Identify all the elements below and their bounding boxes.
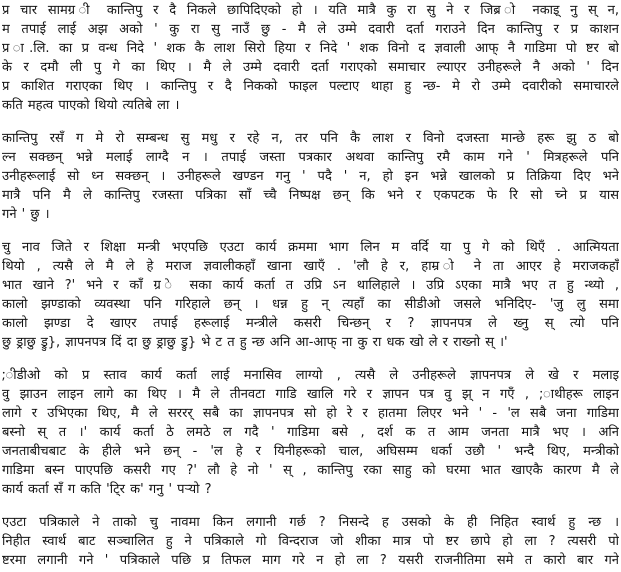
text-line: कान्तिपु रसँ ग मे रो सम्बन्ध सु मधु र रहे न, तर पनि कै लाश र विनो दजस्ता मान्छे हरू झु ठ बो — [2, 131, 619, 146]
text-line: छु ड्राछु ड्रु}, ज्ञापनपत्र दिं दा छु ड्राछु ड्रु} भे ट त हु न्छ अनि आ-आफ् ना कु रा धक खो ले र राख्नो स् ।' — [2, 335, 508, 350]
text-line: मात्रै पनि मै ले कान्तिपु रजस्ता पत्रिका साँ च्चै निष्पक्ष छन् कि भने र एकपटक फे रि सो च्ने प्र यास — [2, 188, 619, 203]
paragraph — [2, 366, 619, 499]
text-line: कालो झण्डा दे खाएर तपाई हरूलाई मन्त्रीले कसरी चिन्छन् र ? ज्ञापनपत्र ले ख्नु स् त्यो पनि — [2, 316, 619, 331]
paragraph — [2, 238, 619, 352]
text-line: भात खाने ?' भने र काँ ग्र े सका कार्य कर्ता त उप्रि ऽन थालिहाले । उप्रि ऽएका मात्रै भए त हु न्थ्यो , — [2, 278, 619, 293]
paragraph — [2, 513, 619, 570]
text-line: प्र काशित गराएका थिए । कान्तिपु र दै निकको फाइल पल्टाए थाहा हु न्छ- मे रो उम्मे दवारीको समाचारले — [2, 79, 619, 94]
text-line: गने ' छु । — [2, 207, 50, 222]
text-line: लागे र उभिएका थिए, मै ले सररर् सबै का ज्ञापनपत्र सो हो रे र हातमा लिएर भने ' - 'ल सबै जना गाडिमा — [2, 406, 619, 421]
text-line: जनताबीचबाट के हीले भने छन् - 'ल हे र यिनीहरूको चाल, अघिसम्म धर्का उछौ ' भन्दै थिए, मन्त्रीको — [2, 444, 619, 459]
text-line: थियो , त्यसै ले मै ले हे मराज ज्ञवालीकहाँ खाना खाएँ . 'लौ हे र, हाम्र ो ने ता आएर हे मराजकहाँ — [2, 259, 619, 274]
paragraph — [2, 1, 619, 115]
text-line: के र दमौ ली पु गे का थिए । मै ले उम्मे दवारी दर्ता गराएको समाचार ल्याएर उनीहरूले नै अको ' दिन — [2, 60, 619, 75]
text-line: ल्न सक्छन् भन्ने मलाई लाग्दै न । तपाई जस्ता पत्रकार अथवा कान्तिपु रमै काम गने ' मित्रहरूले पनि — [2, 150, 619, 165]
text-line: उनीहरूलाई सो ध्न सक्छन् । उनीहरूले खण्डन गनु ' पदै ' न, हो इन भन्ने खालको प्र तिक्रिया दिए भने — [2, 169, 619, 184]
text-line: कार्य कर्ता सँ ग कति 'टि्र क' गनु ' पऱ्यो ? — [2, 482, 212, 497]
text-line: ;ीडीओ को प्र स्ताव कार्य कर्ता लाई मनासिव लाग्यो , त्यसै ले उनीहरूले ज्ञापनपत्र ले खे र मलाइ — [2, 368, 619, 383]
text-line: निहीत स्वार्थ बाट सञ्चालित हु ने पत्रिकाले गो विन्दराज जो शीका मात्र पो ष्टर छापे हो ला ? त्यसरी पो — [2, 534, 619, 549]
text-line: गाडिमा बस्न पाएपछि कसरी गए ?' लौ हे नो ' स् , कान्तिपु रका साहु को घरमा भात खाएकै कारण मै ले — [2, 463, 619, 478]
text-line: बस्नो स् त ।' कार्य कर्ता ठे लमठे ल गदै ' गाडिमा बसे , दर्श क त आम जनता मात्रै भए । अनि — [2, 425, 619, 440]
text-line: चु नाव जिते र शिक्षा मन्त्री भएपछि एउटा कार्य क्रममा भाग लिन म वर्दि या पु गे को थिएँ . आत्मियता — [2, 240, 619, 255]
paragraph — [2, 129, 619, 224]
text-line: म तपाई लाई अझ अको ' कु रा सु नाउँ छु - मै ले उम्मे दवारी दर्ता गराउने दिन कान्तिपु र प्र काशन — [2, 22, 619, 37]
text-line: वु झाउन लाइन लागे का थिए । मै ले तीनवटा गाडि खालि गरे र ज्ञापन पत्र वु झ् न गएँ , ;ाथीहरू लाइन — [2, 387, 619, 402]
text-line: प्र चार सामग्र ी कान्तिपु र दै निकले छापिदिएको हो । यति मात्रै कु रा सु ने र जिब्र ो नकाइ् नु स् न, — [2, 3, 619, 18]
text-line: कालो झण्डाको व्यवस्था पनि गरिहाले छन् । धन्न हु न् त्यहाँ का सीडीओ जसले भनिदिए- 'जु लु समा — [2, 297, 619, 312]
text-line: प्र ा.लि. का प्र वन्ध निदे ' शक कै लाश सिरो हिया र निदे ' शक विनो द ज्ञवाली आफ् नै गाडिमा पो ष्टर बो — [2, 41, 619, 56]
text-line: एउटा पत्रिकाले ने ताको चु नावमा किन लगानी गर्छ ? निसन्दे ह उसको के ही निहित स्वार्थ हु न्छ । — [2, 515, 619, 530]
text-line: कति महत्व पाएको थियो त्यतिबे ला । — [2, 98, 180, 113]
text-line: ष्टरमा लगानी गने ' पत्रिकाले पछि प्र तिफल माग गरे न हो ला ? यसरी राजनीतिमा समे त कारो बार गने — [2, 553, 619, 568]
